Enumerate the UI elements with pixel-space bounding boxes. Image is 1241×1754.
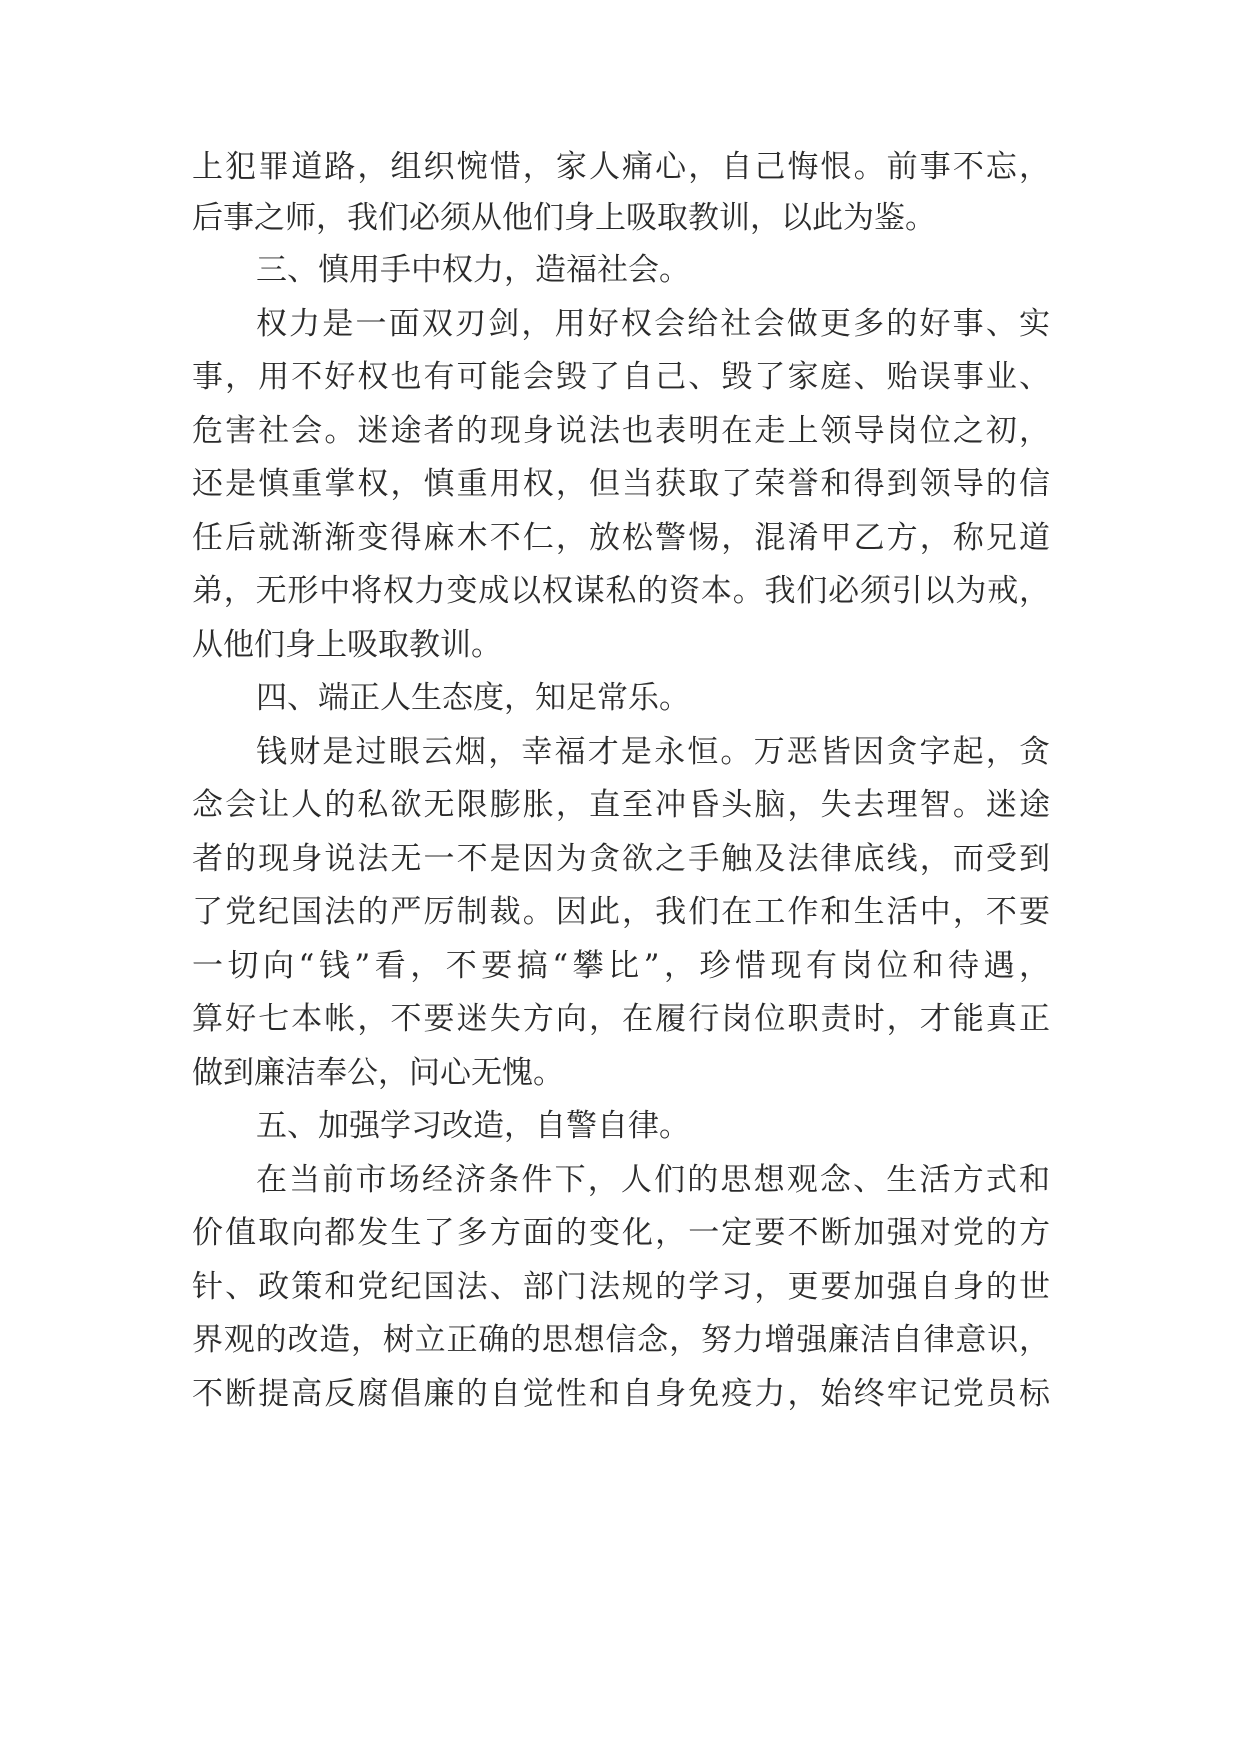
text-line: 界观的改造，树立正确的思想信念，努力增强廉洁自律意识， [192,1322,1050,1358]
text-line: 者的现身说法无一不是因为贪欲之手触及法律底线，而受到 [192,841,1050,877]
section-heading: 四、端正人生态度，知足常乐。 [256,680,690,716]
text-line: 任后就渐渐变得麻木不仁，放松警惕，混淆甲乙方，称兄道 [192,520,1050,556]
text-line: 不断提高反腐倡廉的自觉性和自身免疫力，始终牢记党员标 [192,1376,1050,1412]
text-line: 在当前市场经济条件下，人们的思想观念、生活方式和 [256,1162,1050,1198]
section-heading: 五、加强学习改造，自警自律。 [256,1108,690,1144]
text-line: 钱财是过眼云烟，幸福才是永恒。万恶皆因贪字起，贪 [256,734,1050,770]
text-line: 弟，无形中将权力变成以权谋私的资本。我们必须引以为戒， [192,573,1050,609]
text-line: 从他们身上吸取教训。 [192,627,502,663]
section-heading: 三、慎用手中权力，造福社会。 [256,252,690,288]
text-line: 了党纪国法的严厉制裁。因此，我们在工作和生活中，不要 [192,894,1050,930]
text-line: 权力是一面双刃剑，用好权会给社会做更多的好事、实 [256,306,1050,342]
text-line: 做到廉洁奉公，问心无愧。 [192,1055,564,1091]
text-line: 后事之师，我们必须从他们身上吸取教训，以此为鉴。 [192,200,936,236]
text-line: 针、政策和党纪国法、部门法规的学习，更要加强自身的世 [192,1269,1050,1305]
text-line: 危害社会。迷途者的现身说法也表明在走上领导岗位之初， [192,413,1050,449]
text-line: 念会让人的私欲无限膨胀，直至冲昏头脑，失去理智。迷途 [192,787,1050,823]
text-line: 算好七本帐，不要迷失方向，在履行岗位职责时，才能真正 [192,1001,1050,1037]
text-line: 价值取向都发生了多方面的变化，一定要不断加强对党的方 [192,1215,1050,1251]
text-line: 还是慎重掌权，慎重用权，但当获取了荣誉和得到领导的信 [192,466,1050,502]
text-line: 一切向“钱”看，不要搞“攀比”，珍惜现有岗位和待遇， [192,948,1050,984]
text-line: 事，用不好权也有可能会毁了自己、毁了家庭、贻误事业、 [192,359,1050,395]
text-line: 上犯罪道路，组织惋惜，家人痛心，自己悔恨。前事不忘， [192,149,1050,185]
